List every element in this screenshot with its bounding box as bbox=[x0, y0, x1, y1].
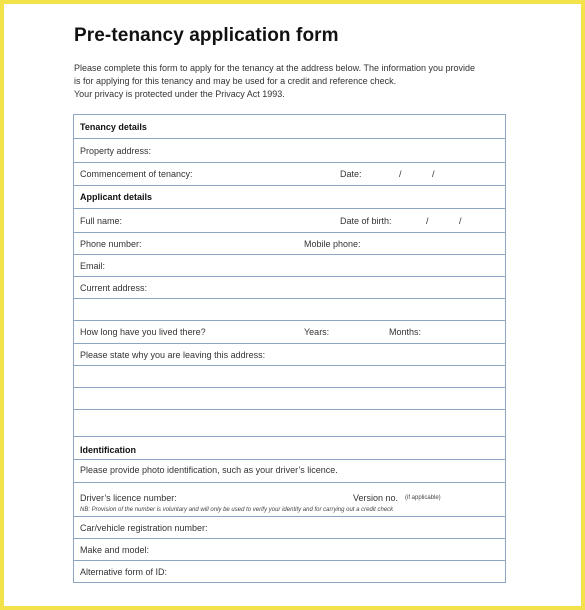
if-applicable-note: (if applicable) bbox=[405, 495, 441, 501]
application-form bbox=[73, 114, 506, 583]
make-model-field[interactable] bbox=[74, 539, 505, 561]
field-label: Car/vehicle registration number: bbox=[80, 523, 208, 533]
field-label: Alternative form of ID: bbox=[80, 567, 168, 577]
section-tenancy-details bbox=[74, 115, 505, 139]
field-label: Commencement of tenancy: bbox=[80, 169, 193, 179]
reason-line-4[interactable] bbox=[74, 410, 505, 437]
version-label: Version no. bbox=[353, 493, 399, 503]
field-label: Full name: bbox=[80, 216, 123, 226]
dob-label: Date of birth: bbox=[340, 216, 392, 226]
photo-id-instruction bbox=[74, 460, 505, 483]
email-field[interactable] bbox=[74, 255, 505, 277]
commencement-field[interactable] bbox=[74, 163, 505, 186]
form-page bbox=[4, 4, 581, 606]
section-heading: Tenancy details bbox=[80, 122, 147, 132]
field-label: Driver’s licence number: bbox=[80, 493, 177, 503]
current-address-line-2[interactable] bbox=[74, 299, 505, 321]
section-heading: Identification bbox=[80, 445, 136, 455]
page-title: Pre-tenancy application form bbox=[74, 25, 339, 46]
field-label: Phone number: bbox=[80, 239, 142, 249]
date-separator: / bbox=[432, 169, 435, 179]
date-label: Date: bbox=[340, 169, 362, 179]
field-label: Current address: bbox=[80, 283, 148, 293]
date-separator: / bbox=[459, 216, 462, 226]
field-label: Property address: bbox=[80, 146, 152, 156]
mobile-label: Mobile phone: bbox=[304, 239, 361, 249]
reason-for-leaving-field[interactable] bbox=[74, 344, 505, 366]
section-applicant-details bbox=[74, 186, 505, 209]
intro-line-2: is for applying for this tenancy and may be used for a credit and reference check. bbox=[74, 76, 397, 86]
section-identification bbox=[74, 437, 505, 460]
reason-line-2[interactable] bbox=[74, 366, 505, 388]
intro-line-1: Please complete this form to apply for the tenancy at the address below. The information you provide bbox=[74, 63, 476, 73]
intro-line-3: Your privacy is protected under the Privacy Act 1993. bbox=[74, 89, 285, 99]
intro-text bbox=[74, 62, 514, 101]
property-address-field[interactable] bbox=[74, 139, 505, 163]
instruction-text: Please provide photo identification, such as your driver’s licence. bbox=[80, 465, 338, 475]
field-label: Make and model: bbox=[80, 545, 150, 555]
full-name-field[interactable] bbox=[74, 209, 505, 233]
field-label: Email: bbox=[80, 261, 106, 271]
field-label: Please state why you are leaving this address: bbox=[80, 350, 266, 360]
date-separator: / bbox=[426, 216, 429, 226]
alternative-id-field[interactable] bbox=[74, 561, 505, 583]
phone-field[interactable] bbox=[74, 233, 505, 255]
current-address-field[interactable] bbox=[74, 277, 505, 299]
field-label: How long have you lived there? bbox=[80, 327, 206, 337]
reason-line-3[interactable] bbox=[74, 388, 505, 410]
section-heading: Applicant details bbox=[80, 192, 153, 202]
licence-number-field[interactable] bbox=[74, 483, 505, 517]
date-separator: / bbox=[399, 169, 402, 179]
car-registration-field[interactable] bbox=[74, 517, 505, 539]
months-label: Months: bbox=[389, 327, 422, 337]
licence-privacy-note: NB: Provision of the number is voluntary and will only be used to verify your identity and for carrying out a credit check bbox=[80, 507, 394, 513]
years-label: Years: bbox=[304, 327, 330, 337]
length-of-residence-field[interactable] bbox=[74, 321, 505, 344]
